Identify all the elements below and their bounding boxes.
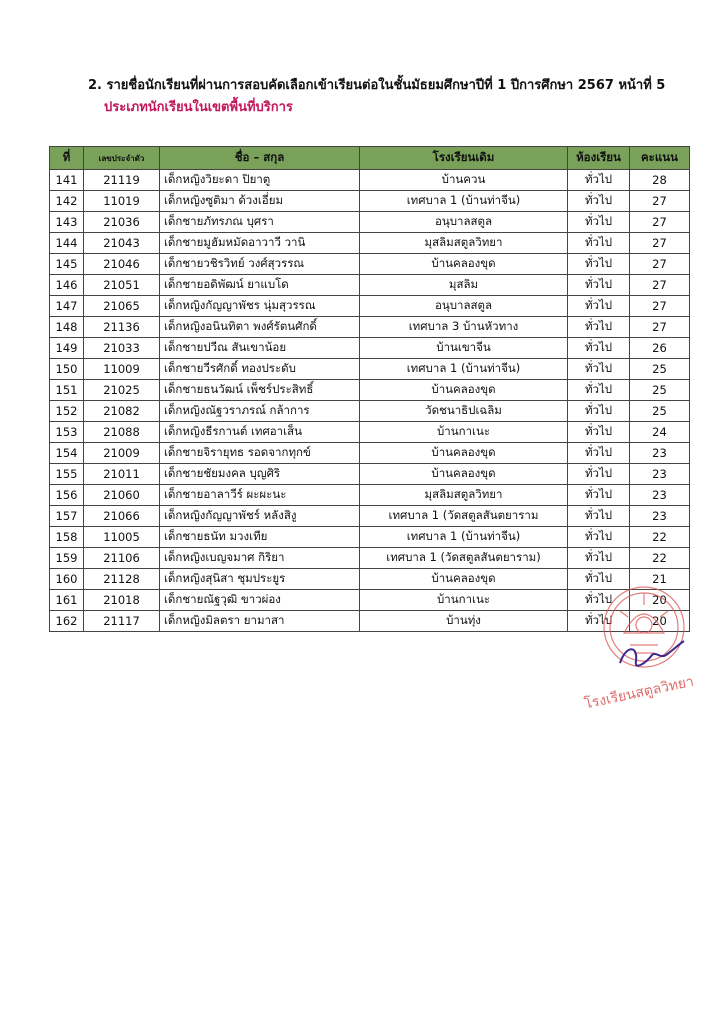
cell-id: 21033: [84, 338, 160, 359]
cell-room: ทั่วไป: [568, 422, 630, 443]
cell-name: เด็กหญิงซูติมา ด้วงเอี่ยม: [160, 191, 360, 212]
table-row: [50, 590, 690, 611]
cell-score: 27: [630, 254, 690, 275]
col-header-id: เลขประจำตัว: [84, 147, 160, 170]
cell-no: 154: [50, 443, 84, 464]
table-row: [50, 611, 690, 632]
table-row: [50, 191, 690, 212]
cell-room: ทั่วไป: [568, 254, 630, 275]
cell-no: 145: [50, 254, 84, 275]
cell-room: ทั่วไป: [568, 212, 630, 233]
cell-name: เด็กหญิงอนินทิตา พงศ์รัตนศักดิ์: [160, 317, 360, 338]
cell-no: 160: [50, 569, 84, 590]
cell-school: เทศบาล 1 (บ้านท่าจีน): [360, 359, 568, 380]
cell-room: ทั่วไป: [568, 275, 630, 296]
cell-room: ทั่วไป: [568, 191, 630, 212]
table-header-row: [50, 147, 690, 170]
cell-no: 142: [50, 191, 84, 212]
cell-room: ทั่วไป: [568, 317, 630, 338]
cell-name: เด็กหญิงสุนิสา ชุมประยูร: [160, 569, 360, 590]
cell-no: 143: [50, 212, 84, 233]
page-subtitle: ประเภทนักเรียนในเขตพื้นที่บริการ: [104, 100, 293, 115]
table-row: [50, 485, 690, 506]
cell-id: 21082: [84, 401, 160, 422]
cell-id: 21128: [84, 569, 160, 590]
table-row: [50, 338, 690, 359]
cell-name: เด็กชายณัฐวุฒิ ขาวผ่อง: [160, 590, 360, 611]
cell-score: 24: [630, 422, 690, 443]
cell-no: 156: [50, 485, 84, 506]
cell-school: มุสลิม: [360, 275, 568, 296]
cell-school: บ้านกาเนะ: [360, 590, 568, 611]
cell-no: 159: [50, 548, 84, 569]
cell-score: 23: [630, 485, 690, 506]
cell-id: 11019: [84, 191, 160, 212]
cell-name: เด็กชายมูฮัมหมัดอาวาวี วานิ: [160, 233, 360, 254]
cell-score: 27: [630, 296, 690, 317]
cell-room: ทั่วไป: [568, 233, 630, 254]
cell-id: 21018: [84, 590, 160, 611]
cell-score: 27: [630, 191, 690, 212]
col-header-school: โรงเรียนเดิม: [360, 147, 568, 170]
cell-id: 11009: [84, 359, 160, 380]
table-row: [50, 401, 690, 422]
table-row: [50, 527, 690, 548]
cell-name: เด็กหญิงกัญญาพัชร์ หลังสิงู: [160, 506, 360, 527]
cell-school: บ้านเขาจีน: [360, 338, 568, 359]
cell-room: ทั่วไป: [568, 590, 630, 611]
table-row: [50, 464, 690, 485]
cell-score: 20: [630, 590, 690, 611]
cell-no: 149: [50, 338, 84, 359]
cell-no: 141: [50, 170, 84, 191]
cell-no: 152: [50, 401, 84, 422]
cell-school: มุสลิมสตูลวิทยา: [360, 233, 568, 254]
cell-id: 21117: [84, 611, 160, 632]
cell-name: เด็กหญิงณัฐวราภรณ์ กล้าการ: [160, 401, 360, 422]
cell-name: เด็กชายอดิพัฒน์ ยาแบโด: [160, 275, 360, 296]
cell-no: 162: [50, 611, 84, 632]
cell-name: เด็กชายวีรศักดิ์ ทองประดับ: [160, 359, 360, 380]
cell-no: 151: [50, 380, 84, 401]
cell-room: ทั่วไป: [568, 485, 630, 506]
cell-no: 144: [50, 233, 84, 254]
table-row: [50, 254, 690, 275]
col-header-name: ชื่อ – สกุล: [160, 147, 360, 170]
cell-room: ทั่วไป: [568, 548, 630, 569]
cell-score: 27: [630, 317, 690, 338]
cell-room: ทั่วไป: [568, 338, 630, 359]
cell-room: ทั่วไป: [568, 380, 630, 401]
cell-id: 21060: [84, 485, 160, 506]
cell-name: เด็กชายภัทรภณ บุศรา: [160, 212, 360, 233]
table-row: [50, 275, 690, 296]
stamp-text: โรงเรียนสตูลวิทยา: [583, 673, 696, 713]
cell-id: 21046: [84, 254, 160, 275]
cell-name: เด็กชายธนัท มวงเทีย: [160, 527, 360, 548]
cell-score: 27: [630, 233, 690, 254]
cell-id: 21009: [84, 443, 160, 464]
cell-room: ทั่วไป: [568, 296, 630, 317]
cell-name: เด็กหญิงวิยะดา ปิยาตู: [160, 170, 360, 191]
cell-no: 147: [50, 296, 84, 317]
cell-room: ทั่วไป: [568, 506, 630, 527]
col-header-no: ที่: [50, 147, 84, 170]
cell-id: 21025: [84, 380, 160, 401]
cell-no: 161: [50, 590, 84, 611]
cell-room: ทั่วไป: [568, 464, 630, 485]
table-row: [50, 380, 690, 401]
cell-no: 158: [50, 527, 84, 548]
cell-id: 21106: [84, 548, 160, 569]
cell-room: ทั่วไป: [568, 359, 630, 380]
cell-name: เด็กหญิงกัญญาพัชร นุ่มสุวรรณ: [160, 296, 360, 317]
table-row: [50, 233, 690, 254]
cell-room: ทั่วไป: [568, 170, 630, 191]
table-row: [50, 170, 690, 191]
table-row: [50, 569, 690, 590]
cell-id: 21136: [84, 317, 160, 338]
cell-score: 25: [630, 401, 690, 422]
table-row: [50, 506, 690, 527]
cell-school: บ้านทุ่ง: [360, 611, 568, 632]
cell-name: เด็กหญิงเบญจมาศ กิริยา: [160, 548, 360, 569]
table-body: [50, 170, 690, 632]
cell-id: 21051: [84, 275, 160, 296]
signature-mark: [620, 641, 684, 666]
cell-room: ทั่วไป: [568, 401, 630, 422]
cell-school: บ้านคลองขุด: [360, 254, 568, 275]
cell-name: เด็กชายชัยมงคล บุญศิริ: [160, 464, 360, 485]
cell-school: บ้านคลองขุด: [360, 443, 568, 464]
cell-room: ทั่วไป: [568, 527, 630, 548]
cell-id: 21011: [84, 464, 160, 485]
cell-name: เด็กชายวชิรวิทย์ วงศ์สุวรรณ: [160, 254, 360, 275]
cell-school: บ้านคลองขุด: [360, 380, 568, 401]
cell-room: ทั่วไป: [568, 443, 630, 464]
cell-school: เทศบาล 1 (บ้านท่าจีน): [360, 191, 568, 212]
student-table: [49, 146, 690, 632]
cell-name: เด็กชายจิรายุทธ รอดจากทุกข์: [160, 443, 360, 464]
cell-score: 20: [630, 611, 690, 632]
cell-no: 155: [50, 464, 84, 485]
cell-score: 23: [630, 443, 690, 464]
table-row: [50, 317, 690, 338]
cell-name: เด็กชายอาลาวีร์ ผะผะนะ: [160, 485, 360, 506]
table-row: [50, 443, 690, 464]
table-row: [50, 548, 690, 569]
cell-school: บ้านคลองขุด: [360, 464, 568, 485]
cell-school: วัดชนาธิปเฉลิม: [360, 401, 568, 422]
table-row: [50, 359, 690, 380]
cell-school: บ้านกาเนะ: [360, 422, 568, 443]
cell-name: เด็กหญิงธีรกานต์ เทศอาเส็น: [160, 422, 360, 443]
cell-name: เด็กชายปวีณ สันเขาน้อย: [160, 338, 360, 359]
cell-school: อนุบาลสตูล: [360, 296, 568, 317]
col-header-score: คะแนน: [630, 147, 690, 170]
cell-school: บ้านควน: [360, 170, 568, 191]
table-row: [50, 212, 690, 233]
cell-id: 21119: [84, 170, 160, 191]
cell-school: บ้านคลองขุด: [360, 569, 568, 590]
cell-score: 25: [630, 380, 690, 401]
cell-school: มุสลิมสตูลวิทยา: [360, 485, 568, 506]
cell-score: 26: [630, 338, 690, 359]
cell-score: 27: [630, 212, 690, 233]
cell-name: เด็กหญิงมิลตรา ยามาสา: [160, 611, 360, 632]
cell-score: 22: [630, 548, 690, 569]
cell-score: 28: [630, 170, 690, 191]
cell-score: 21: [630, 569, 690, 590]
cell-id: 21065: [84, 296, 160, 317]
cell-id: 21088: [84, 422, 160, 443]
cell-id: 21043: [84, 233, 160, 254]
cell-school: เทศบาล 1 (บ้านท่าจีน): [360, 527, 568, 548]
cell-no: 153: [50, 422, 84, 443]
cell-score: 25: [630, 359, 690, 380]
cell-school: เทศบาล 1 (วัดสตูลสันตยาราม: [360, 506, 568, 527]
cell-no: 157: [50, 506, 84, 527]
cell-id: 21036: [84, 212, 160, 233]
cell-school: อนุบาลสตูล: [360, 212, 568, 233]
cell-score: 23: [630, 464, 690, 485]
cell-id: 11005: [84, 527, 160, 548]
cell-score: 27: [630, 275, 690, 296]
cell-id: 21066: [84, 506, 160, 527]
cell-no: 146: [50, 275, 84, 296]
cell-score: 22: [630, 527, 690, 548]
table-row: [50, 296, 690, 317]
page-title: 2. รายชื่อนักเรียนที่ผ่านการสอบคัดเลือกเข้าเรียนต่อในชั้นมัธยมศึกษาปีที่ 1 ปีการศึกษา 2567 หน้าที่ 5: [88, 78, 666, 93]
cell-score: 23: [630, 506, 690, 527]
cell-no: 148: [50, 317, 84, 338]
cell-school: เทศบาล 3 บ้านหัวทาง: [360, 317, 568, 338]
cell-name: เด็กชายธนวัฒน์ เพ็ชร์ประสิทธิ์: [160, 380, 360, 401]
cell-no: 150: [50, 359, 84, 380]
table-row: [50, 422, 690, 443]
cell-school: เทศบาล 1 (วัดสตูลสันตยาราม): [360, 548, 568, 569]
cell-room: ทั่วไป: [568, 611, 630, 632]
col-header-room: ห้องเรียน: [568, 147, 630, 170]
cell-room: ทั่วไป: [568, 569, 630, 590]
